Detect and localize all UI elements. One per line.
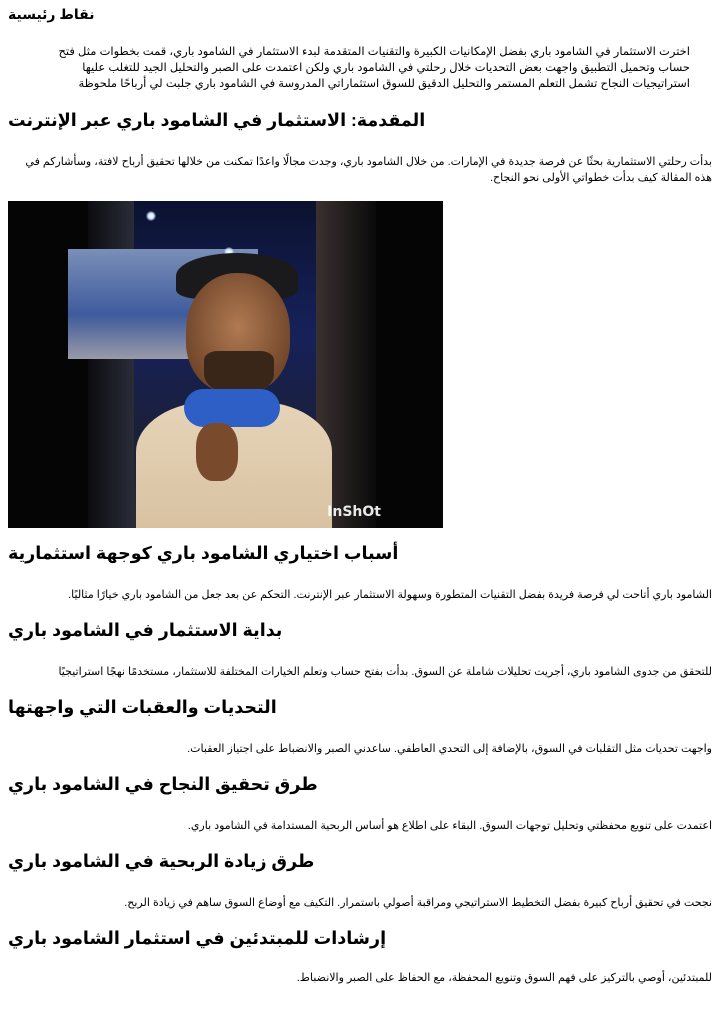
section-heading-reasons: أسباب اختياري الشامود باري كوجهة استثمارية — [8, 543, 399, 563]
section-heading-profit: طرق زيادة الربحية في الشامود باري — [8, 851, 315, 871]
section-text-challenges: واجهت تحديات مثل التقلبات في السوق، بالإضافة إلى التحدي العاطفي. ساعدني الصبر والانضباط على اجتياز العقبات. — [187, 743, 712, 755]
intro-text: بدأت رحلتي الاستثمارية بحثًا عن فرصة جديدة في الإمارات. من خلال الشامود باري، وجدت مجالًا واعدًا تمكنت من خلالها تحقيق أرباح لافتة، وسأشاركم في هذه المقالة كيف بدأت خطواتي الأولى نحو النجاح. — [25, 156, 712, 184]
section-text-reasons: الشامود باري أتاحت لي فرصة فريدة بفضل التقنيات المتطورة وسهولة الاستثمار عبر الإنترنت. التحكم عن بعد جعل من الشامود باري خيارًا مثاليًا. — [68, 589, 712, 601]
section-heading-beginners: إرشادات للمبتدئين في استثمار الشامود باري — [8, 928, 387, 948]
section-text-success: اعتمدت على تنويع محفظتي وتحليل توجهات السوق. البقاء على اطلاع هو أساس الربحية المستدامة في الشامود باري. — [187, 820, 712, 832]
section-text-profit: نجحت في تحقيق أرباح كبيرة بفضل التخطيط الاستراتيجي ومراقبة أصولي باستمرار. التكيف مع أوضاع السوق ساهم في زيادة الربح. — [124, 897, 712, 909]
section-text-start: للتحقق من جدوى الشامود باري، أجريت تحليلات شاملة عن السوق. بدأت بفتح حساب وتعلم الخيارات المختلفة للاستثمار، مستخدمًا نهجًا استراتيجيًا — [58, 666, 712, 678]
photo-watermark: InShOt — [327, 504, 381, 520]
intro-heading: المقدمة: الاستثمار في الشامود باري عبر الإنترنت — [8, 110, 426, 130]
key-points-text: اخترت الاستثمار في الشامود باري بفضل الإمكانيات الكبيرة والتقنيات المتقدمة لبدء الاستثمار في الشامود باري، قمت بخطوات مثل فتح حساب وتحميل التطبيق واجهت بعض التحديات خلال رحلتي في الشامود باري ولكن اعتمدت على الصبر والتحليل الجيد للتغلب عليها استراتيجيات النجاح تشمل التعلم المستمر والتحليل الدقيق للسوق استثماراتي المدروسة في الشامود باري جلبت لي أرباحًا ملحوظة — [58, 46, 690, 90]
section-heading-challenges: التحديات والعقبات التي واجهتها — [8, 697, 277, 717]
section-heading-success: طرق تحقيق النجاح في الشامود باري — [8, 774, 318, 794]
article-photo — [8, 201, 443, 528]
section-text-beginners: للمبتدئين، أوصي بالتركيز على فهم السوق وتنويع المحفظة، مع الحفاظ على الصبر والانضباط. — [296, 972, 712, 984]
section-heading-start: بداية الاستثمار في الشامود باري — [8, 620, 283, 640]
key-points-title: نقاط رئيسية — [8, 6, 95, 22]
